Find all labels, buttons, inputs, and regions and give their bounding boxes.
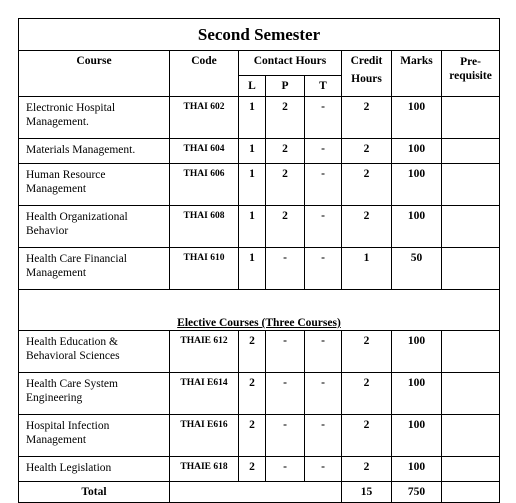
header-prerequisite-line2: requisite — [449, 70, 492, 82]
course-name: Health Education & — [26, 336, 118, 348]
code-cell: THAIE 612 — [170, 331, 239, 373]
marks-cell: 100 — [392, 373, 442, 415]
course-cell — [19, 248, 170, 290]
t-cell: - — [305, 415, 342, 457]
marks-cell: 50 — [392, 248, 442, 290]
p-cell: 2 — [266, 206, 305, 248]
elective-heading-row — [19, 290, 500, 331]
header-code: Code — [170, 51, 239, 97]
total-marks: 750 — [392, 482, 442, 503]
table-row — [19, 139, 500, 164]
table-row — [19, 331, 500, 373]
credit-cell: 2 — [342, 139, 392, 164]
prerequisite-cell — [442, 248, 500, 290]
t-cell: - — [305, 457, 342, 482]
marks-cell: 100 — [392, 139, 442, 164]
credit-cell: 2 — [342, 97, 392, 139]
table-row — [19, 164, 500, 206]
code-cell: THAI 602 — [170, 97, 239, 139]
semester-title: Second Semester — [19, 19, 500, 51]
l-cell: 2 — [239, 415, 266, 457]
header-credit-hours — [342, 51, 392, 97]
l-cell: 2 — [239, 457, 266, 482]
p-cell: - — [266, 248, 305, 290]
t-cell: - — [305, 97, 342, 139]
code-cell: THAI 604 — [170, 139, 239, 164]
p-cell: - — [266, 415, 305, 457]
marks-cell: 100 — [392, 164, 442, 206]
semester-table-wrapper — [18, 18, 500, 503]
t-cell: - — [305, 139, 342, 164]
marks-cell: 100 — [392, 331, 442, 373]
t-cell: - — [305, 373, 342, 415]
l-cell: 1 — [239, 97, 266, 139]
course-name: Health Organizational — [26, 211, 128, 223]
credit-cell: 2 — [342, 373, 392, 415]
course-name: Human Resource — [26, 169, 106, 181]
code-cell: THAI 610 — [170, 248, 239, 290]
l-cell: 1 — [239, 206, 266, 248]
p-cell: - — [266, 331, 305, 373]
course-cell — [19, 97, 170, 139]
course-cell — [19, 373, 170, 415]
marks-cell: 100 — [392, 206, 442, 248]
credit-cell: 2 — [342, 415, 392, 457]
prerequisite-cell — [442, 457, 500, 482]
prerequisite-cell — [442, 415, 500, 457]
total-empty — [170, 482, 342, 503]
header-l: L — [239, 76, 266, 97]
course-name: Health Legislation — [26, 462, 112, 474]
table-row — [19, 457, 500, 482]
code-cell: THAIE 618 — [170, 457, 239, 482]
course-name-cont: Management — [26, 434, 87, 446]
prerequisite-cell — [442, 373, 500, 415]
code-cell: THAI E614 — [170, 373, 239, 415]
course-cell — [19, 457, 170, 482]
table-row — [19, 97, 500, 139]
t-cell: - — [305, 206, 342, 248]
header-prerequisite-line1: Pre- — [460, 56, 481, 68]
table-row — [19, 206, 500, 248]
prerequisite-cell — [442, 139, 500, 164]
p-cell: 2 — [266, 164, 305, 206]
t-cell: - — [305, 164, 342, 206]
total-prerequisite — [442, 482, 500, 503]
semester-table — [18, 18, 500, 503]
p-cell: - — [266, 373, 305, 415]
l-cell: 2 — [239, 373, 266, 415]
code-cell: THAI 608 — [170, 206, 239, 248]
total-row — [19, 482, 500, 503]
credit-cell: 2 — [342, 331, 392, 373]
prerequisite-cell — [442, 206, 500, 248]
elective-heading: Elective Courses (Three Courses) — [19, 290, 500, 331]
course-name: Hospital Infection — [26, 420, 110, 432]
l-cell: 2 — [239, 331, 266, 373]
header-hours: Hours — [351, 73, 382, 85]
course-name-cont: Management — [26, 267, 87, 279]
l-cell: 1 — [239, 248, 266, 290]
p-cell: 2 — [266, 97, 305, 139]
course-name: Health Care System — [26, 378, 118, 390]
header-contact-hours: Contact Hours — [239, 51, 342, 76]
header-credit: Credit — [350, 55, 383, 67]
course-name: Health Care Financial — [26, 253, 127, 265]
course-name-cont: Behavior — [26, 225, 69, 237]
header-course: Course — [19, 51, 170, 97]
code-cell: THAI E616 — [170, 415, 239, 457]
course-cell — [19, 331, 170, 373]
course-name: Materials Management. — [26, 144, 136, 156]
marks-cell: 100 — [392, 97, 442, 139]
prerequisite-cell — [442, 97, 500, 139]
header-marks: Marks — [392, 51, 442, 97]
credit-cell: 2 — [342, 164, 392, 206]
course-cell — [19, 206, 170, 248]
header-prerequisite — [442, 51, 500, 97]
table-row — [19, 373, 500, 415]
course-cell — [19, 415, 170, 457]
course-cell — [19, 164, 170, 206]
table-row — [19, 248, 500, 290]
total-credit: 15 — [342, 482, 392, 503]
t-cell: - — [305, 248, 342, 290]
header-t: T — [305, 76, 342, 97]
course-name-cont: Engineering — [26, 392, 83, 404]
t-cell: - — [305, 331, 342, 373]
table-row — [19, 415, 500, 457]
marks-cell: 100 — [392, 415, 442, 457]
header-p: P — [266, 76, 305, 97]
credit-cell: 2 — [342, 457, 392, 482]
p-cell: 2 — [266, 139, 305, 164]
credit-cell: 2 — [342, 206, 392, 248]
course-name-cont: Management — [26, 183, 87, 195]
l-cell: 1 — [239, 139, 266, 164]
code-cell: THAI 606 — [170, 164, 239, 206]
prerequisite-cell — [442, 331, 500, 373]
p-cell: - — [266, 457, 305, 482]
credit-cell: 1 — [342, 248, 392, 290]
l-cell: 1 — [239, 164, 266, 206]
total-label: Total — [19, 482, 170, 503]
prerequisite-cell — [442, 164, 500, 206]
course-name-cont: Behavioral Sciences — [26, 350, 120, 362]
course-cell — [19, 139, 170, 164]
course-name-cont: Management. — [26, 116, 89, 128]
course-name: Electronic Hospital — [26, 102, 116, 114]
marks-cell: 100 — [392, 457, 442, 482]
